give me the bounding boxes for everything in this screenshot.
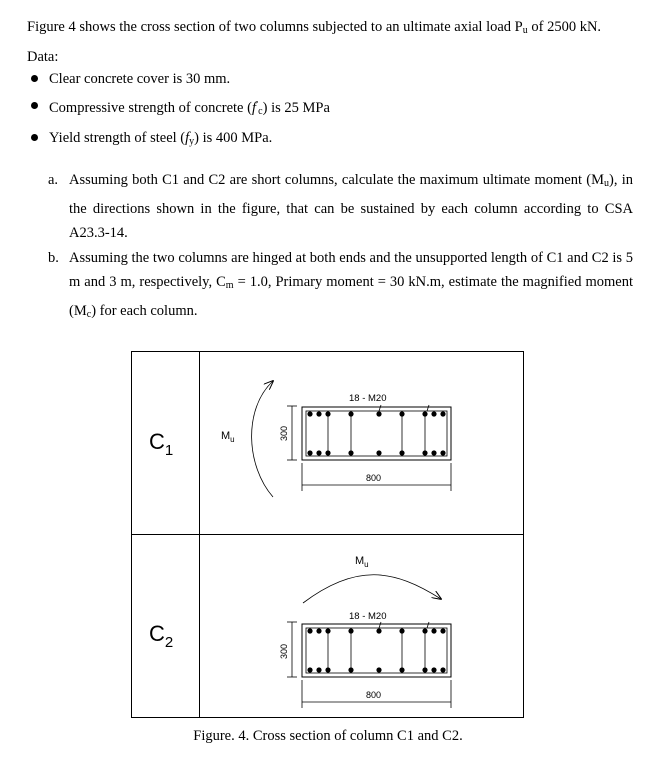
rebar: [431, 667, 436, 672]
c2-stirrup: [306, 628, 447, 673]
rebar: [399, 667, 404, 672]
c2-bars-label: 18 - M20: [349, 611, 387, 622]
c2-depth-label: 300: [279, 643, 289, 659]
c2-label: $C_2$: [149, 621, 174, 651]
c2-section-outline: [302, 624, 451, 677]
figure-caption: Figure. 4. Cross section of column C1 and C2.: [193, 728, 463, 744]
question-a: a. Assuming both C1 and C2 are short columns, calculate the maximum ultimate moment $(M_u)$, in the directions shown in the figure, that can be sustained by each column according to CSA A23.3-14.: [48, 172, 633, 241]
question-b: b. Assuming the two columns are hinged at both ends and the unsupported length of C1 and C2 is 5 m and 3 m, respectively, $C_m = 1.0$, Primary moment = 30 kN.m, estimate the magnified moment $(M_c)$ for each column.: [48, 249, 633, 320]
c1-moment-arrow: [252, 381, 273, 497]
data-label: Data:: [27, 49, 59, 65]
rebar: [325, 667, 330, 672]
rebar: [348, 450, 353, 455]
rebar: [348, 667, 353, 672]
rebar: [307, 450, 312, 455]
rebar: [440, 411, 445, 416]
c2-width-label: 800: [366, 690, 382, 700]
rebar: [307, 628, 312, 633]
c1-label: $C_1$: [149, 429, 174, 459]
rebar: [422, 450, 427, 455]
rebar: [422, 411, 427, 416]
rebar: [399, 628, 404, 633]
bullet-icon: [31, 75, 38, 82]
rebar: [440, 628, 445, 633]
c1-depth-label: 300: [279, 425, 289, 441]
rebar: [325, 450, 330, 455]
rebar: [325, 628, 330, 633]
rebar: [316, 411, 321, 416]
c2-moment-label: $M_u$: [355, 555, 369, 569]
c1-width-label: 800: [366, 473, 382, 483]
problem-intro: [27, 14, 647, 70]
rebar: [422, 667, 427, 672]
rebar: [316, 667, 321, 672]
rebar: [376, 667, 381, 672]
rebar: [376, 450, 381, 455]
rebar: [376, 411, 381, 416]
bullet-icon: [31, 102, 38, 109]
c1-stirrup: [306, 411, 447, 456]
data-item-fy: Yield strength of steel $(f_y)$ is 400 MPa.: [27, 125, 647, 156]
rebar: [316, 628, 321, 633]
data-item-cover: Clear concrete cover is 30 mm.: [27, 66, 647, 93]
column-cross-section-figure: [131, 351, 524, 718]
rebar: [307, 667, 312, 672]
bullet-icon: [31, 134, 38, 141]
rebar: [440, 450, 445, 455]
rebar: [376, 628, 381, 633]
rebar: [348, 411, 353, 416]
rebar: [325, 411, 330, 416]
c1-section-outline: [302, 407, 451, 460]
problem-statement: Figure 4 shows the cross section of two columns subjected to an ultimate axial load $P_u$ of 2500 kN.: [27, 19, 602, 36]
rebar: [431, 411, 436, 416]
rebar: [399, 450, 404, 455]
rebar: [348, 628, 353, 633]
question-list: [48, 168, 633, 327]
c1-moment-label: $M_u$: [221, 430, 235, 444]
data-item-fc: Compressive strength of concrete $(f'_c)$ is 25 MPa: [27, 93, 647, 126]
rebar: [422, 628, 427, 633]
rebar: [431, 628, 436, 633]
rebar: [431, 450, 436, 455]
c1-bars-label: 18 - M20: [349, 393, 387, 404]
c2-moment-arrow: [303, 575, 441, 603]
rebar: [399, 411, 404, 416]
data-list: [27, 66, 647, 156]
rebar: [440, 667, 445, 672]
rebar: [307, 411, 312, 416]
rebar: [316, 450, 321, 455]
